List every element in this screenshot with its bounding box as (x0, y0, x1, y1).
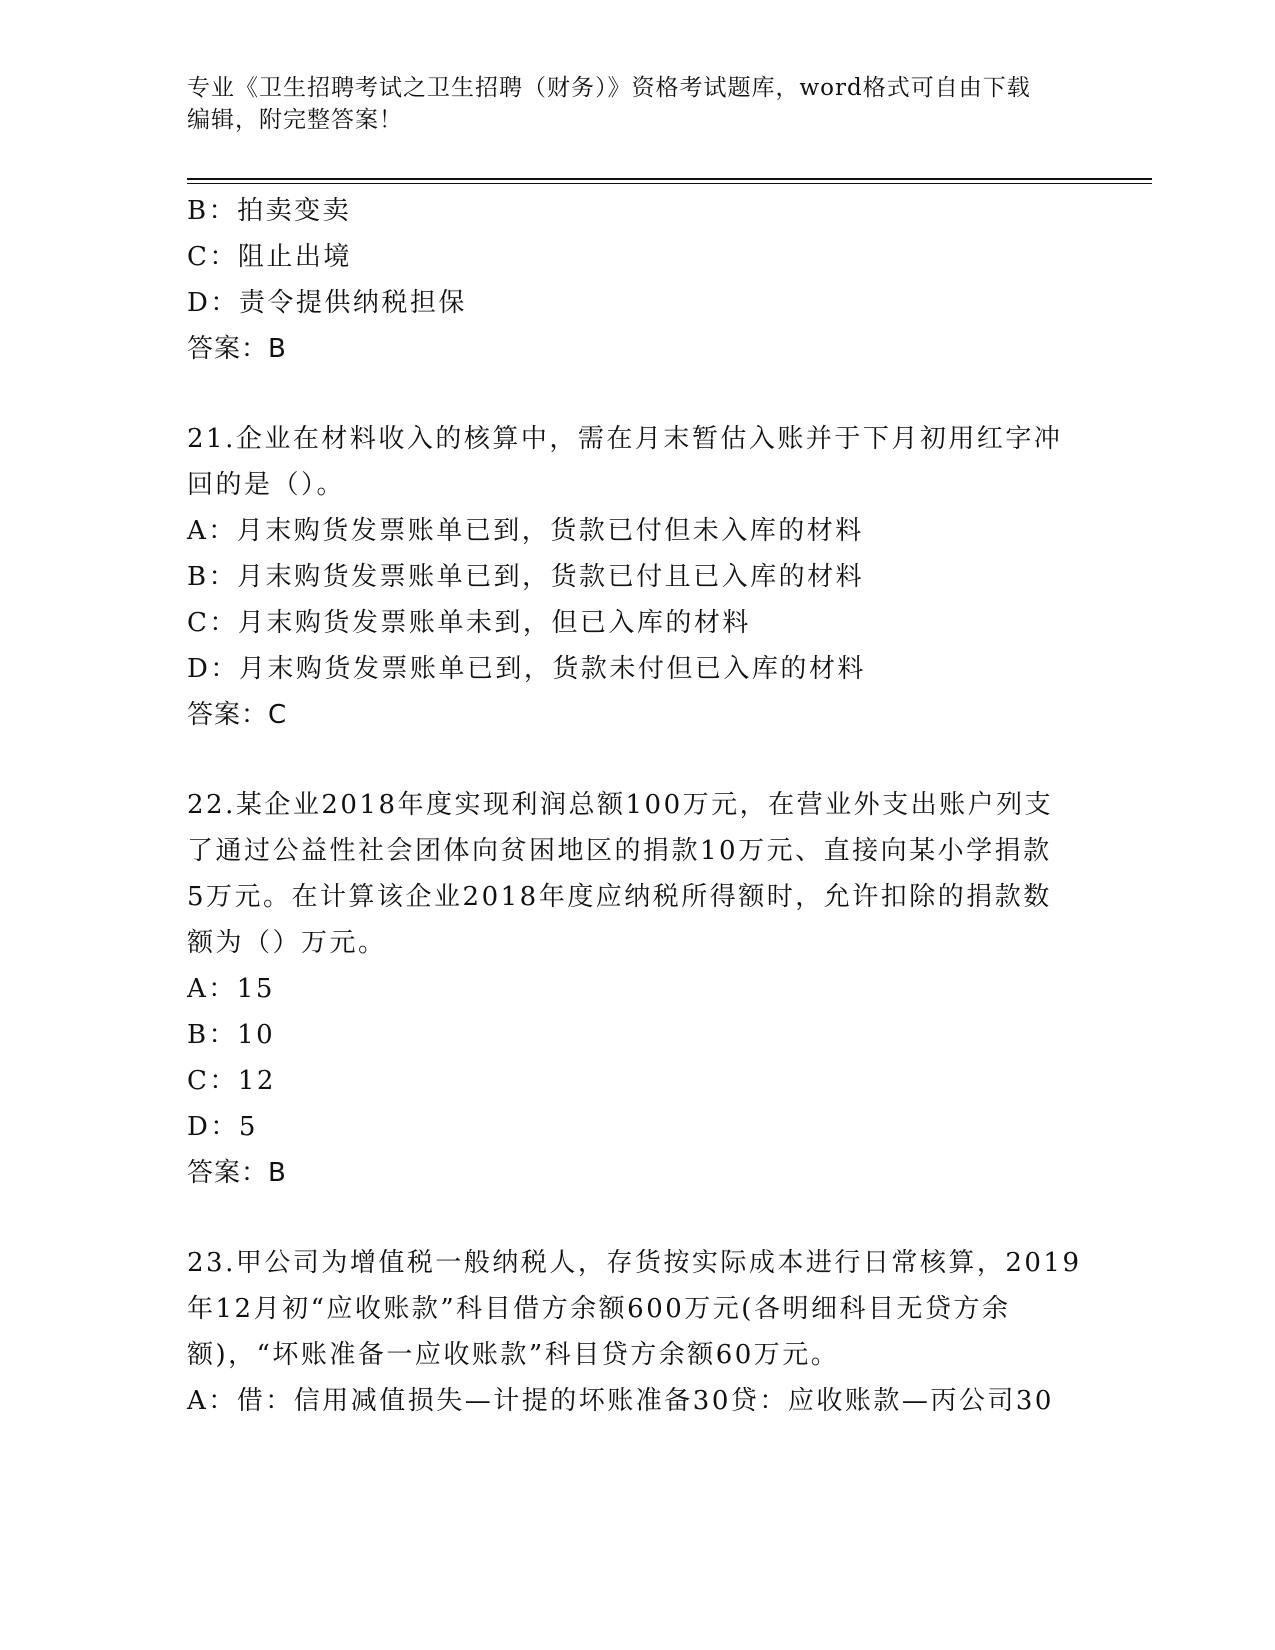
header-line-1: 专业《卫生招聘考试之卫生招聘（财务）》资格考试题库，word格式可自由下载 (187, 75, 1031, 101)
option-c: C：月末购货发票账单未到，但已入库的材料 (187, 608, 751, 638)
option-b: B：月末购货发票账单已到，货款已付且已入库的材料 (187, 562, 865, 592)
question-stem-line: 额)，“坏账准备一应收账款”科目贷方余额60万元。 (187, 1340, 840, 1370)
answer-line: 答案：B (187, 1158, 287, 1188)
option-c: C：12 (187, 1066, 276, 1096)
option-d: D：责令提供纳税担保 (187, 288, 467, 318)
option-d: D：月末购货发票账单已到，货款未付但已入库的材料 (187, 654, 866, 684)
option-c: C：阻止出境 (187, 242, 352, 272)
question-23 (187, 1240, 1087, 1424)
question-list (187, 188, 1087, 1424)
option-b: B：10 (187, 1020, 276, 1050)
question-stem-line: 5万元。在计算该企业2018年度应纳税所得额时，允许扣除的捐款数 (187, 882, 1052, 912)
option-b: B：拍卖变卖 (187, 196, 352, 226)
question-20-tail (187, 188, 1087, 372)
option-a: A：月末购货发票账单已到，货款已付但未入库的材料 (187, 516, 864, 546)
question-22 (187, 782, 1087, 1196)
question-stem-line: 23.甲公司为增值税一般纳税人，存货按实际成本进行日常核算，2019 (187, 1248, 1082, 1278)
option-a: A：15 (187, 974, 275, 1004)
page-header (187, 72, 1087, 136)
question-stem-line: 回的是（）。 (187, 470, 346, 500)
option-a: A：借：信用减值损失—计提的坏账准备30贷：应收账款—丙公司30 (187, 1386, 1054, 1416)
header-divider-thick (187, 178, 1152, 180)
answer-line: 答案：B (187, 334, 287, 364)
question-stem-line: 21.企业在材料收入的核算中，需在月末暂估入账并于下月初用红字冲 (187, 424, 1063, 454)
question-stem-line: 了通过公益性社会团体向贫困地区的捐款10万元、直接向某小学捐款 (187, 836, 1052, 866)
question-stem-line: 22.某企业2018年度实现利润总额100万元，在营业外支出账户列支 (187, 790, 1054, 820)
question-stem-line: 额为（）万元。 (187, 928, 387, 958)
header-divider-thin (187, 183, 1152, 184)
question-21 (187, 416, 1087, 738)
header-line-2: 编辑，附完整答案！ (187, 107, 403, 133)
option-d: D：5 (187, 1112, 258, 1142)
answer-line: 答案：C (187, 700, 288, 730)
question-stem-line: 年12月初“应收账款”科目借方余额600万元(各明细科目无贷方余 (187, 1294, 1011, 1324)
